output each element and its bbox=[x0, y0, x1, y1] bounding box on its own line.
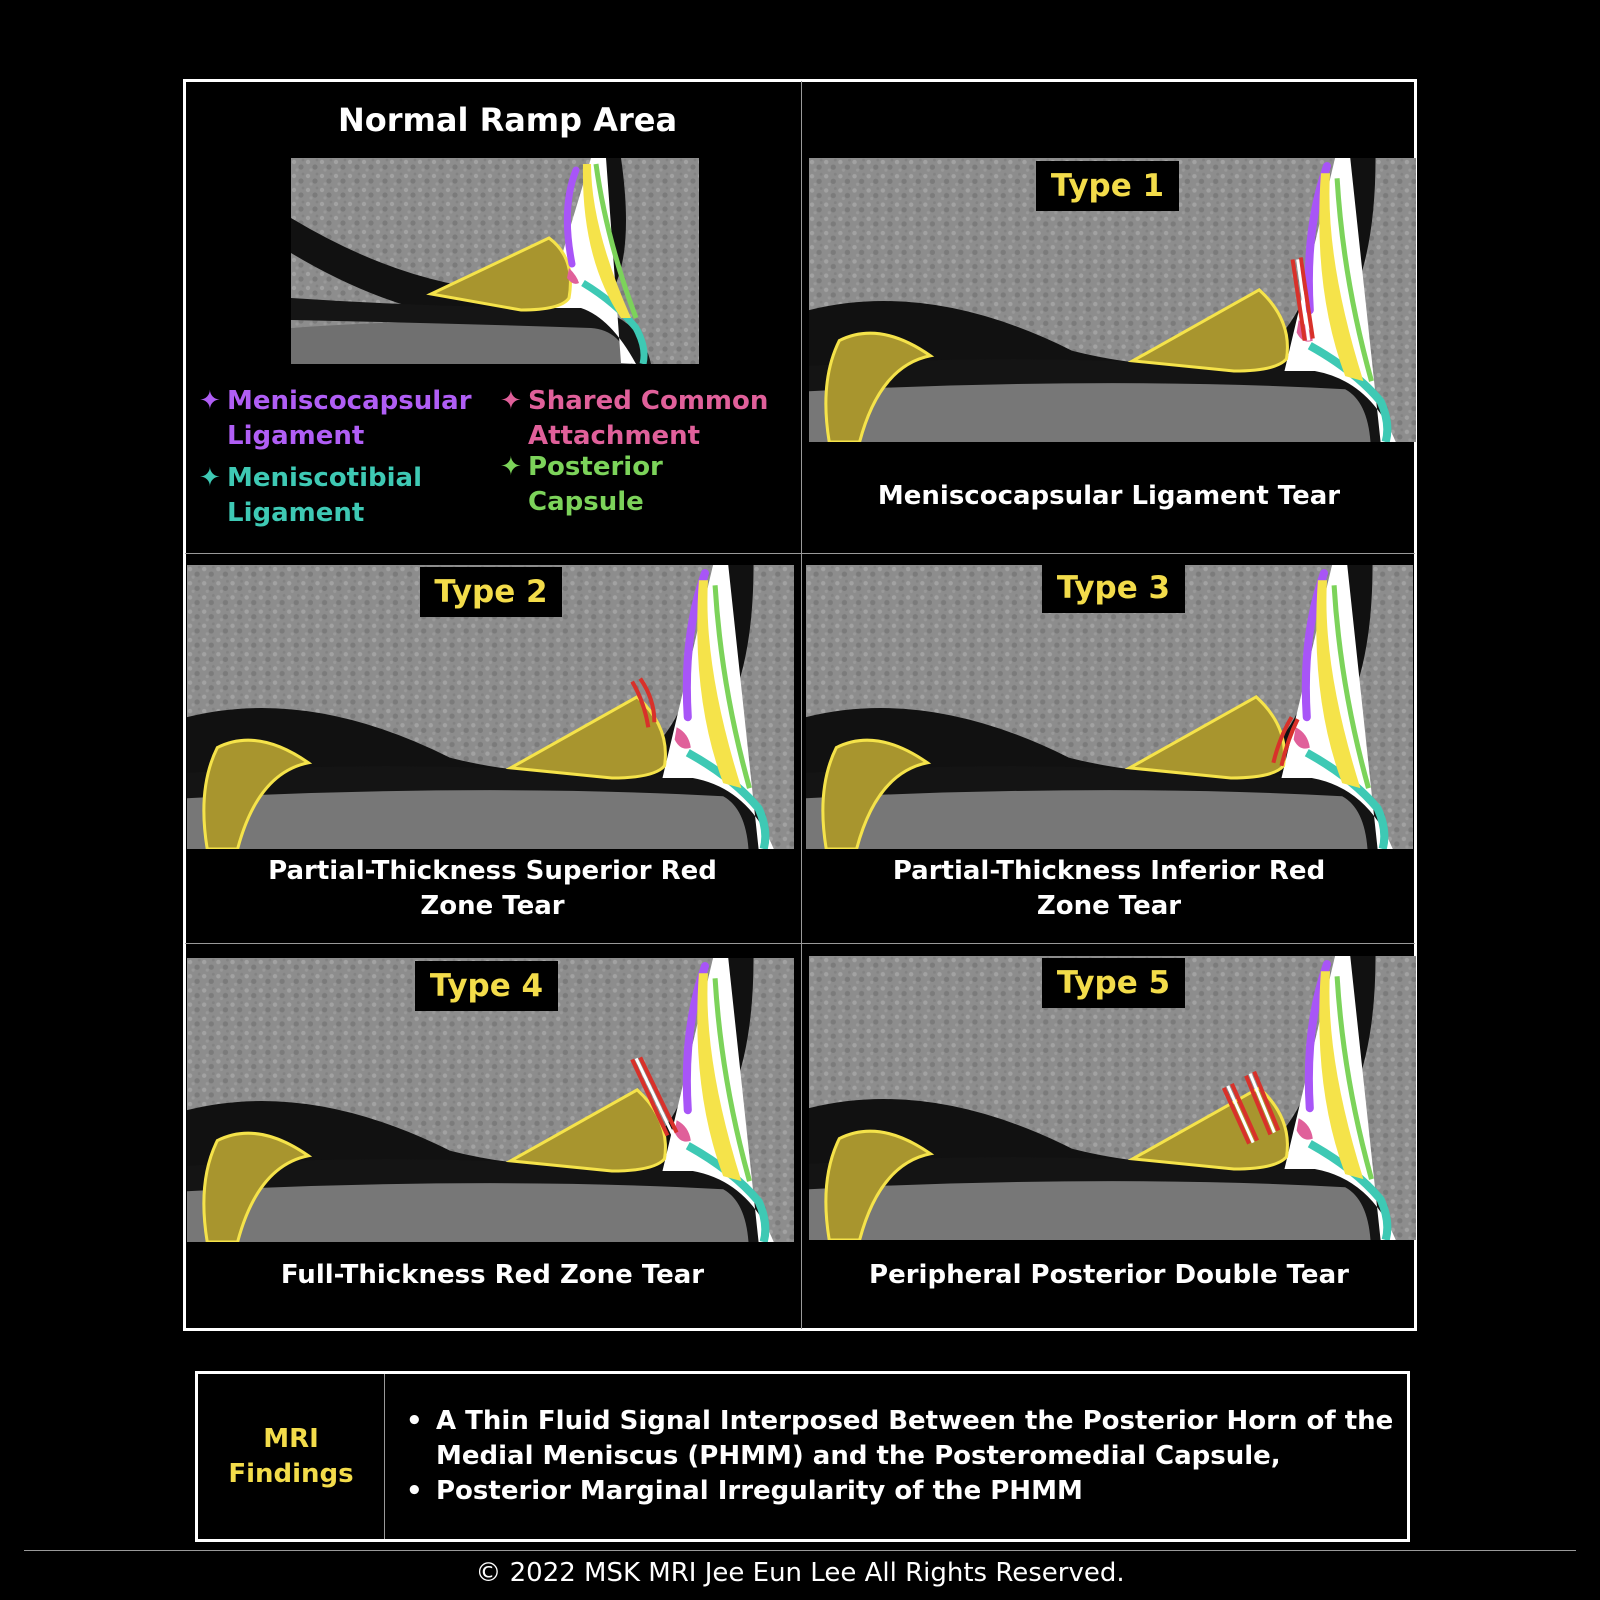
footer-divider bbox=[24, 1550, 1576, 1551]
findings-item: • A Thin Fluid Signal Interposed Between the Posterior Horn of the Medial Meniscus (PHMM) and the Posteromedial Capsule, bbox=[406, 1406, 1394, 1471]
grid-divider-vertical bbox=[801, 81, 802, 1329]
star-icon: ✦ bbox=[199, 386, 221, 416]
type2-caption: Partial-Thickness Superior Red Zone Tear bbox=[268, 856, 717, 921]
star-icon: ✦ bbox=[500, 452, 522, 482]
legend-posterior-capsule bbox=[500, 450, 800, 520]
type4-caption: Full-Thickness Red Zone Tear bbox=[280, 1260, 705, 1290]
type1-caption: Meniscocapsular Ligament Tear bbox=[877, 481, 1341, 511]
legend-label-meniscocapsular: Meniscocapsular Ligament bbox=[227, 386, 472, 451]
type1-badge: Type 1 bbox=[1036, 161, 1179, 211]
findings-list bbox=[388, 1374, 1407, 1539]
legend-meniscotibial bbox=[199, 461, 489, 531]
findings-header-cell bbox=[198, 1374, 385, 1539]
findings-item: • Posterior Marginal Irregularity of the PHMM bbox=[406, 1476, 1083, 1506]
copyright-footer: © 2022 MSK MRI Jee Eun Lee All Rights Reserved. bbox=[475, 1558, 1125, 1588]
type5-caption: Peripheral Posterior Double Tear bbox=[869, 1260, 1349, 1290]
legend-meniscocapsular bbox=[199, 384, 489, 454]
legend-shared-common-attachment bbox=[500, 384, 800, 454]
type5-badge: Type 5 bbox=[1042, 958, 1185, 1008]
type2-badge: Type 2 bbox=[420, 567, 562, 617]
legend-label-meniscotibial: Meniscotibial Ligament bbox=[227, 463, 422, 528]
grid-divider-row2 bbox=[185, 943, 1415, 944]
normal-panel-title: Normal Ramp Area bbox=[337, 101, 678, 139]
type3-badge: Type 3 bbox=[1042, 563, 1185, 613]
findings-label: MRI Findings bbox=[228, 1423, 354, 1489]
legend-label-shared-attachment: Shared Common Attachment bbox=[528, 386, 769, 451]
normal-mri-image bbox=[291, 158, 699, 364]
type3-caption: Partial-Thickness Inferior Red Zone Tear bbox=[892, 856, 1326, 921]
type4-badge: Type 4 bbox=[415, 961, 558, 1011]
mri-findings-box bbox=[195, 1371, 1410, 1542]
legend-label-posterior-capsule: Posterior Capsule bbox=[528, 452, 663, 517]
star-icon: ✦ bbox=[199, 463, 221, 493]
star-icon: ✦ bbox=[500, 386, 522, 416]
grid-divider-row1 bbox=[185, 553, 1415, 554]
